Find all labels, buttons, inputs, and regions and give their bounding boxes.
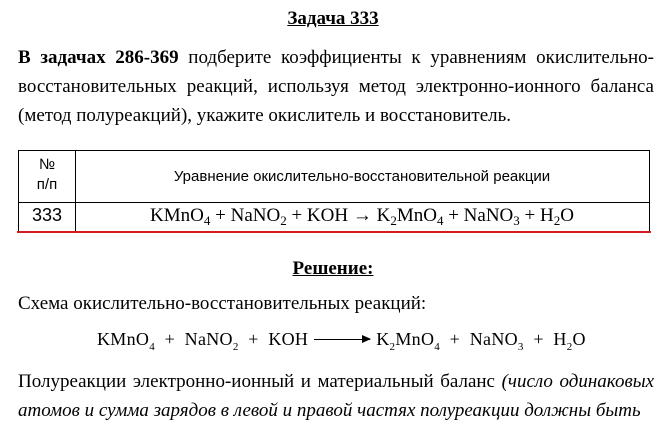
task-description	[18, 43, 654, 130]
scheme-equation: KMnO$_4$ + NaNO$_2$ + KOH $K_2MnO_4$ + NaNO$_3$ + $H_2O$	[97, 329, 586, 353]
header-number-abbrev: п/п	[36, 176, 58, 193]
task-instructions: подберите коэффициенты к уравнениям окислительно-восстановительных реакций, используя метод электронно-ионного баланса (метод полуреакций), укажите окислитель и восстановитель.	[18, 47, 655, 126]
red-underline	[17, 231, 651, 233]
reaction-arrow: →	[352, 205, 372, 226]
half-reactions-intro: Полуреакции электронно-ионный и материальный баланс	[18, 371, 502, 392]
table-row-number: 333	[31, 205, 63, 225]
task-range: В задачах 286-369	[18, 47, 179, 68]
table-header-equation: Уравнение окислительно-восстановительной реакции	[173, 168, 551, 185]
table-header-number	[19, 155, 75, 195]
header-number-symbol: №	[38, 156, 56, 173]
table-row-equation: KMnO$_4$ + NaNO$_2$ + KOH → $K_2MnO_4$ + NaNO$_3$ + $H_2O$	[150, 205, 574, 228]
task-title: Задача 333	[287, 8, 379, 29]
scheme-label: Схема окислительно-восстановительных реакций:	[18, 293, 427, 314]
half-reactions-text	[18, 367, 654, 425]
reaction-table	[18, 150, 650, 232]
long-arrow-icon	[314, 339, 370, 340]
solution-heading: Решение:	[292, 258, 374, 279]
half-reactions-note: (число одинаковых атомов и сумма зарядов в левой и правой частях полуреакции должны быть	[18, 371, 654, 421]
table-row-divider	[19, 202, 649, 203]
